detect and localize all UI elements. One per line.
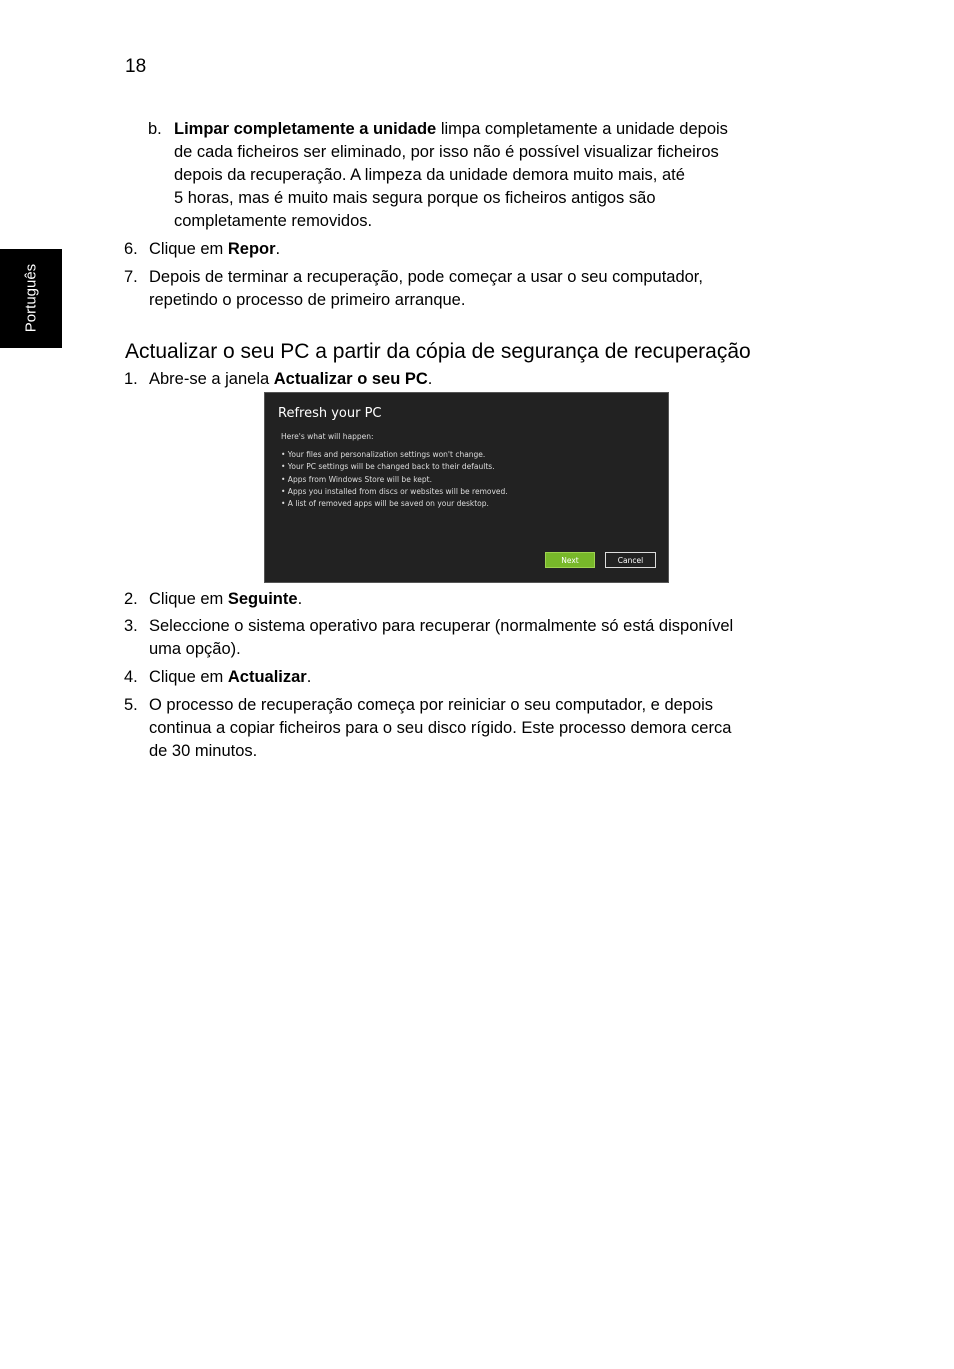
s4-text: Clique em Actualizar. <box>149 668 312 686</box>
s2-text: Clique em Seguinte. <box>149 590 303 608</box>
dialog-bullet: • Your PC settings will be changed back to their defaults. <box>281 462 495 472</box>
s3-text: Seleccione o sistema operativo para recuperar (normalmente só está disponível uma opção). <box>149 617 734 658</box>
step-7-text: Depois de terminar a recuperação, pode começar a usar o seu computador, repetindo o processo de primeiro arranque. <box>149 268 703 309</box>
dialog-bullet: • Apps you installed from discs or websites will be removed. <box>281 486 508 496</box>
s1-number: 1. <box>124 370 138 388</box>
language-side-tab <box>0 249 62 348</box>
s3-number: 3. <box>124 617 138 635</box>
dialog-bullet: • A list of removed apps will be saved on your desktop. <box>281 499 489 509</box>
step-7-number: 7. <box>124 268 138 286</box>
s5-text: O processo de recuperação começa por reiniciar o seu computador, e depois continua a copiar ficheiros para o seu disco rígido. Este processo demora cerca de 30 minutos. <box>149 696 732 760</box>
item-b-marker: b. <box>148 120 162 138</box>
dialog-bullet-list <box>281 449 508 510</box>
item-b-text: Limpar completamente a unidade limpa completamente a unidade depois de cada ficheiros ser eliminado, por isso não é possível visualizar ficheiros depois da recuperação. A limpeza da unidade demora muito mais, até 5 horas, mas é muito mais segura porque os ficheiros antigos são completamente removidos. <box>174 120 728 230</box>
dialog-bullet: • Apps from Windows Store will be kept. <box>281 474 432 484</box>
item-b-bold: Limpar completamente a unidade <box>174 120 437 138</box>
refresh-pc-dialog <box>264 392 669 583</box>
step-6-text: Clique em Repor. <box>149 240 281 258</box>
section-heading: Actualizar o seu PC a partir da cópia de segurança de recuperação <box>125 340 751 363</box>
side-tab-label: Português <box>22 263 40 333</box>
s2-number: 2. <box>124 590 138 608</box>
s4-number: 4. <box>124 668 138 686</box>
s1-text: Abre-se a janela Actualizar o seu PC. <box>149 370 433 388</box>
dialog-subtitle: Here's what will happen: <box>281 432 374 441</box>
page-number: 18 <box>125 56 147 77</box>
cancel-button[interactable]: Cancel <box>605 552 656 568</box>
dialog-bullet: • Your files and personalization settings won't change. <box>281 450 486 459</box>
dialog-title: Refresh your PC <box>278 406 382 421</box>
s5-number: 5. <box>124 696 138 714</box>
next-button[interactable]: Next <box>545 552 595 568</box>
step-6-number: 6. <box>124 240 138 258</box>
